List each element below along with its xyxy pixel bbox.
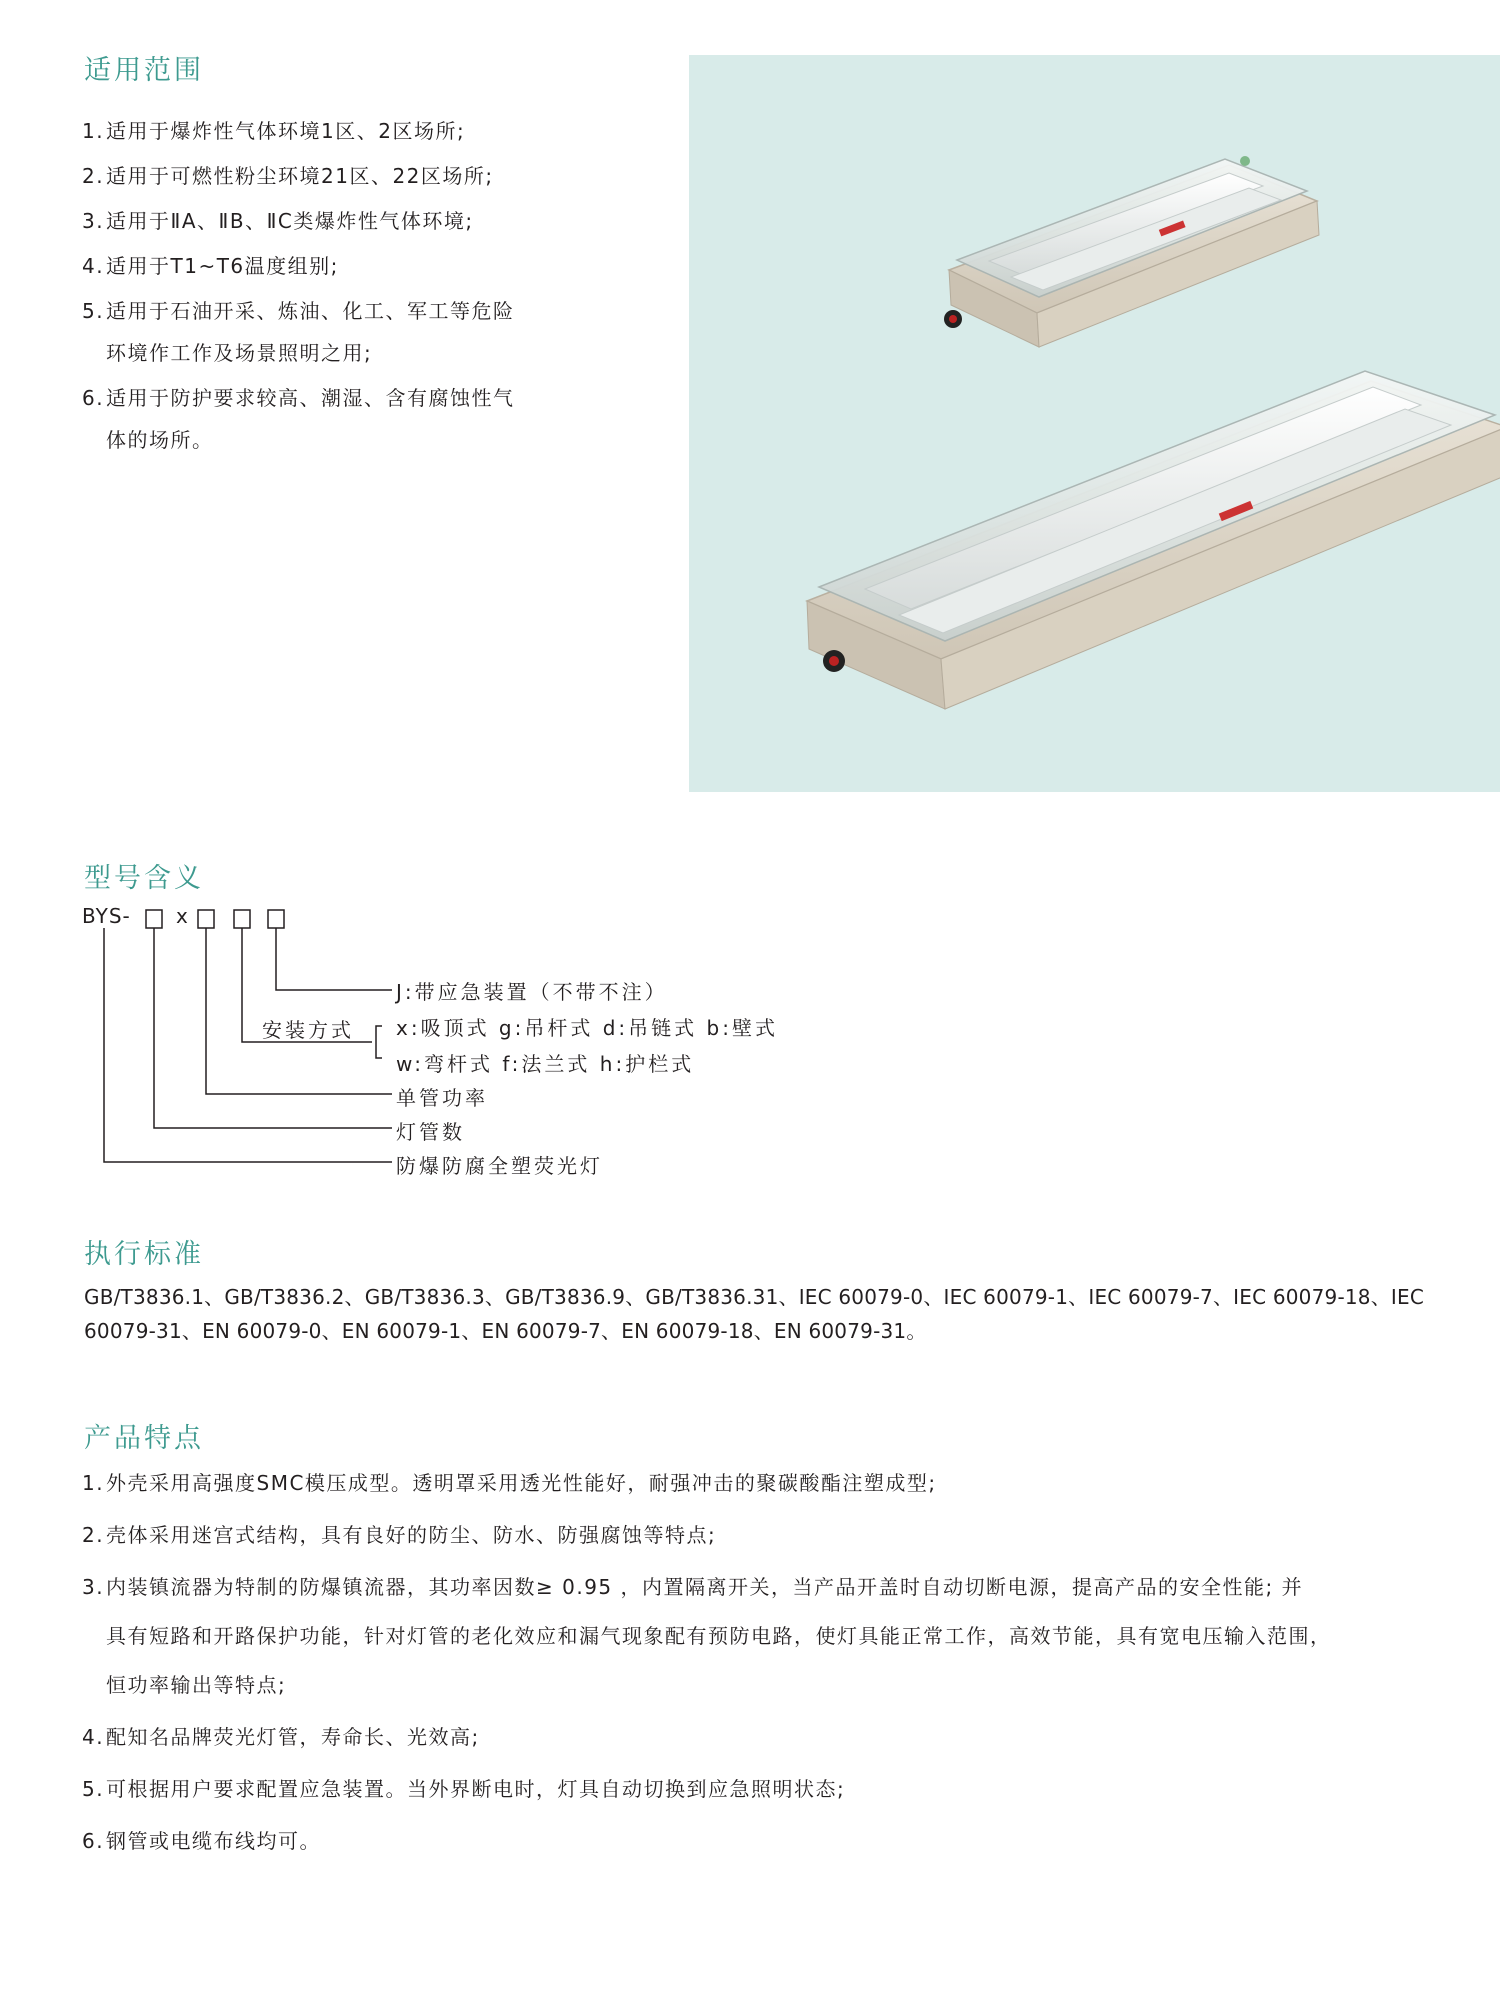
product-name-label: 防爆防腐全塑荧光灯	[396, 1154, 603, 1178]
scope-item-text: 环境作工作及场景照明之用;	[106, 341, 373, 365]
scope-item	[82, 110, 602, 152]
scope-item-number: 1.	[82, 119, 105, 143]
power-label: 单管功率	[396, 1086, 488, 1110]
standards-heading: 执行标准	[84, 1239, 204, 1270]
scope-item-text: 适用于ⅡA、ⅡB、ⅡC类爆炸性气体环境;	[106, 209, 474, 233]
small-fixture	[944, 156, 1319, 347]
feature-item-text: 钢管或电缆布线均可。	[106, 1829, 321, 1853]
scope-item-number: 2.	[82, 164, 105, 188]
features-list	[82, 1459, 1462, 1869]
scope-item	[82, 200, 602, 242]
scope-item-number: 5.	[82, 299, 105, 323]
install-options-row1: x:吸顶式 g:吊杆式 d:吊链式 b:壁式	[396, 1016, 778, 1040]
model-box-install	[234, 910, 250, 928]
scope-item-number: 3.	[82, 209, 105, 233]
scope-item	[82, 290, 602, 332]
standards-text: GB/T3836.1、GB/T3836.2、GB/T3836.3、GB/T3836.9、GB/T3836.31、IEC 60079-0、IEC 60079-1、IEC 60079-7、IEC 60079-18、IEC 60079-31、EN 60079-0、EN 60079-1、EN 60079-7、EN 60079-18、EN 60079-31。	[84, 1285, 1425, 1343]
feature-item-number: 2.	[82, 1523, 105, 1547]
feature-item-continuation	[82, 1612, 1462, 1660]
feature-item-number: 4.	[82, 1725, 105, 1749]
tube-count-label: 灯管数	[396, 1120, 465, 1144]
feature-item-text: 恒功率输出等特点;	[106, 1673, 287, 1697]
feature-item-number: 5.	[82, 1777, 105, 1801]
feature-item-text: 配知名品牌荧光灯管，寿命长、光效高;	[106, 1725, 480, 1749]
feature-item-text: 具有短路和开路保护功能，针对灯管的老化效应和漏气现象配有预防电路，使灯具能正常工作，高效节能，具有宽电压输入范围，	[106, 1624, 1332, 1648]
scope-heading: 适用范围	[84, 55, 204, 86]
feature-item-number: 3.	[82, 1575, 105, 1599]
feature-item	[82, 1765, 1462, 1813]
feature-item	[82, 1459, 1462, 1507]
scope-item-text: 适用于爆炸性气体环境1区、2区场所;	[106, 119, 466, 143]
scope-item-text: 适用于T1~T6温度组别;	[106, 254, 339, 278]
scope-item-text: 体的场所。	[106, 428, 214, 452]
feature-item-text: 壳体采用迷宫式结构，具有良好的防尘、防水、防强腐蚀等特点;	[106, 1523, 717, 1547]
emergency-label: J:带应急装置（不带不注）	[396, 980, 668, 1004]
model-box-emergency	[268, 910, 284, 928]
model-box-tube-count	[146, 910, 162, 928]
feature-item	[82, 1713, 1462, 1761]
model-prefix: BYS-	[82, 904, 131, 928]
model-heading: 型号含义	[84, 863, 204, 894]
scope-item-continuation	[82, 332, 602, 374]
install-options-row2: w:弯杆式 f:法兰式 h:护栏式	[396, 1052, 695, 1076]
scope-item	[82, 155, 602, 197]
feature-item	[82, 1563, 1462, 1611]
feature-item-number: 1.	[82, 1471, 105, 1495]
scope-item-continuation	[82, 419, 602, 461]
large-fixture	[807, 371, 1500, 709]
feature-item-text: 外壳采用高强度SMC模压成型。透明罩采用透光性能好，耐强冲击的聚碳酸酯注塑成型;	[106, 1471, 937, 1495]
scope-item	[82, 245, 602, 287]
scope-item-number: 4.	[82, 254, 105, 278]
feature-item	[82, 1817, 1462, 1865]
scope-item-text: 适用于石油开采、炼油、化工、军工等危险	[106, 299, 515, 323]
product-photo	[689, 55, 1500, 792]
features-heading: 产品特点	[84, 1423, 204, 1454]
feature-item-number: 6.	[82, 1829, 105, 1853]
model-diagram	[0, 890, 900, 1210]
scope-item-number: 6.	[82, 386, 105, 410]
scope-list	[82, 110, 602, 464]
model-box-power	[198, 910, 214, 928]
feature-item	[82, 1511, 1462, 1559]
scope-item-text: 适用于防护要求较高、潮湿、含有腐蚀性气	[106, 386, 515, 410]
feature-item-continuation	[82, 1661, 1462, 1709]
install-method-label: 安装方式	[262, 1018, 354, 1042]
model-x-separator: x	[176, 904, 191, 928]
scope-item-text: 适用于可燃性粉尘环境21区、22区场所;	[106, 164, 494, 188]
feature-item-text: 内装镇流器为特制的防爆镇流器，其功率因数≥ 0.95 ，内置隔离开关，当产品开盖时自动切断电源，提高产品的安全性能; 并	[106, 1575, 1304, 1599]
scope-item	[82, 377, 602, 419]
feature-item-text: 可根据用户要求配置应急装置。当外界断电时，灯具自动切换到应急照明状态;	[106, 1777, 846, 1801]
